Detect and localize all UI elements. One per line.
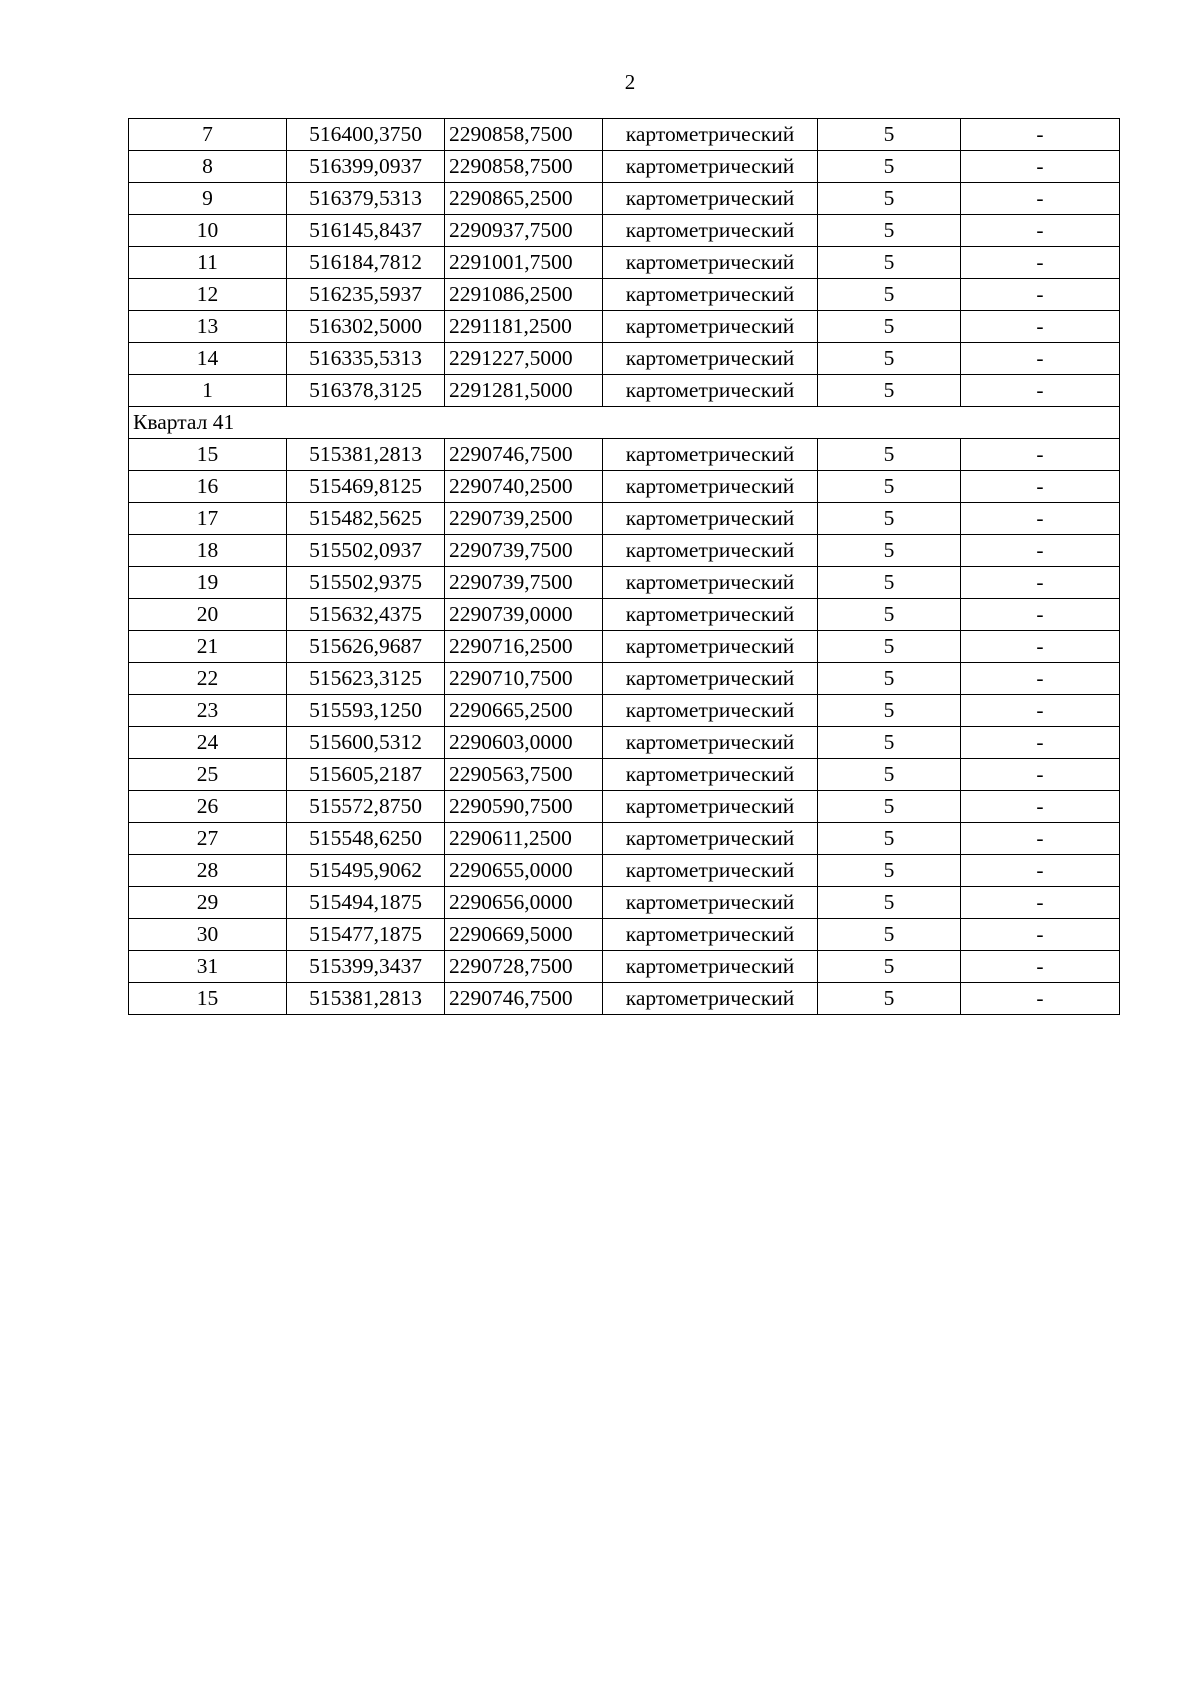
accuracy-cell: 5: [818, 567, 961, 599]
method-cell: картометрический: [603, 375, 818, 407]
table-row: [129, 119, 1120, 151]
x-coordinate-cell: 516378,3125: [287, 375, 445, 407]
method-cell: картометрический: [603, 503, 818, 535]
point-number-cell: 12: [129, 279, 287, 311]
note-cell: -: [961, 279, 1120, 311]
y-coordinate-cell: 2290590,7500: [445, 791, 603, 823]
method-cell: картометрический: [603, 631, 818, 663]
note-cell: -: [961, 855, 1120, 887]
method-cell: картометрический: [603, 535, 818, 567]
note-cell: -: [961, 471, 1120, 503]
method-cell: картометрический: [603, 855, 818, 887]
point-number-cell: 19: [129, 567, 287, 599]
x-coordinate-cell: 515502,0937: [287, 535, 445, 567]
note-cell: -: [961, 759, 1120, 791]
coordinates-table-body: [129, 119, 1120, 1015]
y-coordinate-cell: 2290611,2500: [445, 823, 603, 855]
accuracy-cell: 5: [818, 151, 961, 183]
x-coordinate-cell: 515593,1250: [287, 695, 445, 727]
accuracy-cell: 5: [818, 695, 961, 727]
y-coordinate-cell: 2290739,7500: [445, 535, 603, 567]
y-coordinate-cell: 2290665,2500: [445, 695, 603, 727]
table-row: [129, 151, 1120, 183]
y-coordinate-cell: 2290716,2500: [445, 631, 603, 663]
point-number-cell: 24: [129, 727, 287, 759]
method-cell: картометрический: [603, 951, 818, 983]
x-coordinate-cell: 516379,5313: [287, 183, 445, 215]
y-coordinate-cell: 2290656,0000: [445, 887, 603, 919]
x-coordinate-cell: 515494,1875: [287, 887, 445, 919]
y-coordinate-cell: 2290669,5000: [445, 919, 603, 951]
table-row: [129, 183, 1120, 215]
x-coordinate-cell: 516145,8437: [287, 215, 445, 247]
y-coordinate-cell: 2291086,2500: [445, 279, 603, 311]
table-row: [129, 887, 1120, 919]
y-coordinate-cell: 2290937,7500: [445, 215, 603, 247]
table-row: [129, 631, 1120, 663]
note-cell: -: [961, 439, 1120, 471]
point-number-cell: 11: [129, 247, 287, 279]
accuracy-cell: 5: [818, 183, 961, 215]
table-row: [129, 439, 1120, 471]
x-coordinate-cell: 516400,3750: [287, 119, 445, 151]
method-cell: картометрический: [603, 471, 818, 503]
accuracy-cell: 5: [818, 983, 961, 1015]
method-cell: картометрический: [603, 759, 818, 791]
coordinates-table: [128, 118, 1120, 1015]
section-row: [129, 407, 1120, 439]
x-coordinate-cell: 515469,8125: [287, 471, 445, 503]
table-row: [129, 503, 1120, 535]
method-cell: картометрический: [603, 439, 818, 471]
note-cell: -: [961, 791, 1120, 823]
x-coordinate-cell: 515605,2187: [287, 759, 445, 791]
point-number-cell: 9: [129, 183, 287, 215]
method-cell: картометрический: [603, 919, 818, 951]
point-number-cell: 10: [129, 215, 287, 247]
y-coordinate-cell: 2290739,2500: [445, 503, 603, 535]
method-cell: картометрический: [603, 567, 818, 599]
accuracy-cell: 5: [818, 759, 961, 791]
table-row: [129, 375, 1120, 407]
x-coordinate-cell: 515623,3125: [287, 663, 445, 695]
note-cell: -: [961, 151, 1120, 183]
note-cell: -: [961, 983, 1120, 1015]
point-number-cell: 31: [129, 951, 287, 983]
accuracy-cell: 5: [818, 727, 961, 759]
y-coordinate-cell: 2290739,0000: [445, 599, 603, 631]
table-row: [129, 663, 1120, 695]
method-cell: картометрический: [603, 311, 818, 343]
x-coordinate-cell: 515626,9687: [287, 631, 445, 663]
accuracy-cell: 5: [818, 311, 961, 343]
point-number-cell: 8: [129, 151, 287, 183]
point-number-cell: 26: [129, 791, 287, 823]
method-cell: картометрический: [603, 151, 818, 183]
table-row: [129, 247, 1120, 279]
point-number-cell: 15: [129, 983, 287, 1015]
point-number-cell: 17: [129, 503, 287, 535]
x-coordinate-cell: 516302,5000: [287, 311, 445, 343]
note-cell: -: [961, 375, 1120, 407]
note-cell: -: [961, 343, 1120, 375]
point-number-cell: 28: [129, 855, 287, 887]
accuracy-cell: 5: [818, 599, 961, 631]
table-row: [129, 311, 1120, 343]
note-cell: -: [961, 919, 1120, 951]
note-cell: -: [961, 599, 1120, 631]
accuracy-cell: 5: [818, 343, 961, 375]
method-cell: картометрический: [603, 887, 818, 919]
method-cell: картометрический: [603, 247, 818, 279]
table-row: [129, 535, 1120, 567]
method-cell: картометрический: [603, 663, 818, 695]
accuracy-cell: 5: [818, 887, 961, 919]
accuracy-cell: 5: [818, 247, 961, 279]
point-number-cell: 27: [129, 823, 287, 855]
x-coordinate-cell: 516399,0937: [287, 151, 445, 183]
note-cell: -: [961, 663, 1120, 695]
point-number-cell: 18: [129, 535, 287, 567]
y-coordinate-cell: 2290728,7500: [445, 951, 603, 983]
table-row: [129, 951, 1120, 983]
accuracy-cell: 5: [818, 439, 961, 471]
accuracy-cell: 5: [818, 279, 961, 311]
table-row: [129, 823, 1120, 855]
point-number-cell: 15: [129, 439, 287, 471]
accuracy-cell: 5: [818, 951, 961, 983]
y-coordinate-cell: 2291281,5000: [445, 375, 603, 407]
x-coordinate-cell: 515482,5625: [287, 503, 445, 535]
point-number-cell: 29: [129, 887, 287, 919]
point-number-cell: 7: [129, 119, 287, 151]
table-row: [129, 695, 1120, 727]
table-row: [129, 567, 1120, 599]
y-coordinate-cell: 2290858,7500: [445, 151, 603, 183]
method-cell: картометрический: [603, 599, 818, 631]
x-coordinate-cell: 516184,7812: [287, 247, 445, 279]
table-row: [129, 759, 1120, 791]
method-cell: картометрический: [603, 183, 818, 215]
method-cell: картометрический: [603, 119, 818, 151]
method-cell: картометрический: [603, 983, 818, 1015]
y-coordinate-cell: 2291227,5000: [445, 343, 603, 375]
y-coordinate-cell: 2290563,7500: [445, 759, 603, 791]
x-coordinate-cell: 515600,5312: [287, 727, 445, 759]
note-cell: -: [961, 183, 1120, 215]
y-coordinate-cell: 2290739,7500: [445, 567, 603, 599]
y-coordinate-cell: 2290655,0000: [445, 855, 603, 887]
table-row: [129, 343, 1120, 375]
y-coordinate-cell: 2290865,2500: [445, 183, 603, 215]
accuracy-cell: 5: [818, 119, 961, 151]
note-cell: -: [961, 215, 1120, 247]
note-cell: -: [961, 887, 1120, 919]
method-cell: картометрический: [603, 343, 818, 375]
point-number-cell: 30: [129, 919, 287, 951]
method-cell: картометрический: [603, 727, 818, 759]
point-number-cell: 14: [129, 343, 287, 375]
accuracy-cell: 5: [818, 375, 961, 407]
note-cell: -: [961, 311, 1120, 343]
table-row: [129, 855, 1120, 887]
point-number-cell: 1: [129, 375, 287, 407]
method-cell: картометрический: [603, 791, 818, 823]
method-cell: картометрический: [603, 279, 818, 311]
note-cell: -: [961, 823, 1120, 855]
point-number-cell: 16: [129, 471, 287, 503]
table-row: [129, 279, 1120, 311]
x-coordinate-cell: 516335,5313: [287, 343, 445, 375]
x-coordinate-cell: 515548,6250: [287, 823, 445, 855]
point-number-cell: 23: [129, 695, 287, 727]
y-coordinate-cell: 2290746,7500: [445, 439, 603, 471]
x-coordinate-cell: 516235,5937: [287, 279, 445, 311]
method-cell: картометрический: [603, 823, 818, 855]
point-number-cell: 21: [129, 631, 287, 663]
table-row: [129, 599, 1120, 631]
y-coordinate-cell: 2290710,7500: [445, 663, 603, 695]
accuracy-cell: 5: [818, 663, 961, 695]
table-row: [129, 471, 1120, 503]
table-row: [129, 919, 1120, 951]
y-coordinate-cell: 2290858,7500: [445, 119, 603, 151]
x-coordinate-cell: 515572,8750: [287, 791, 445, 823]
note-cell: -: [961, 503, 1120, 535]
page-number: 2: [624, 70, 636, 94]
point-number-cell: 22: [129, 663, 287, 695]
note-cell: -: [961, 951, 1120, 983]
note-cell: -: [961, 567, 1120, 599]
accuracy-cell: 5: [818, 471, 961, 503]
accuracy-cell: 5: [818, 215, 961, 247]
accuracy-cell: 5: [818, 535, 961, 567]
x-coordinate-cell: 515502,9375: [287, 567, 445, 599]
y-coordinate-cell: 2290603,0000: [445, 727, 603, 759]
y-coordinate-cell: 2291001,7500: [445, 247, 603, 279]
x-coordinate-cell: 515477,1875: [287, 919, 445, 951]
method-cell: картометрический: [603, 695, 818, 727]
table-row: [129, 215, 1120, 247]
x-coordinate-cell: 515632,4375: [287, 599, 445, 631]
accuracy-cell: 5: [818, 919, 961, 951]
note-cell: -: [961, 535, 1120, 567]
method-cell: картометрический: [603, 215, 818, 247]
x-coordinate-cell: 515381,2813: [287, 439, 445, 471]
point-number-cell: 25: [129, 759, 287, 791]
x-coordinate-cell: 515381,2813: [287, 983, 445, 1015]
section-label: Квартал 41: [129, 407, 1120, 439]
y-coordinate-cell: 2291181,2500: [445, 311, 603, 343]
y-coordinate-cell: 2290746,7500: [445, 983, 603, 1015]
note-cell: -: [961, 631, 1120, 663]
point-number-cell: 20: [129, 599, 287, 631]
y-coordinate-cell: 2290740,2500: [445, 471, 603, 503]
point-number-cell: 13: [129, 311, 287, 343]
table-row: [129, 727, 1120, 759]
table-row: [129, 791, 1120, 823]
accuracy-cell: 5: [818, 503, 961, 535]
accuracy-cell: 5: [818, 855, 961, 887]
x-coordinate-cell: 515399,3437: [287, 951, 445, 983]
accuracy-cell: 5: [818, 823, 961, 855]
note-cell: -: [961, 727, 1120, 759]
note-cell: -: [961, 247, 1120, 279]
table-row: [129, 983, 1120, 1015]
note-cell: -: [961, 119, 1120, 151]
accuracy-cell: 5: [818, 631, 961, 663]
x-coordinate-cell: 515495,9062: [287, 855, 445, 887]
note-cell: -: [961, 695, 1120, 727]
accuracy-cell: 5: [818, 791, 961, 823]
